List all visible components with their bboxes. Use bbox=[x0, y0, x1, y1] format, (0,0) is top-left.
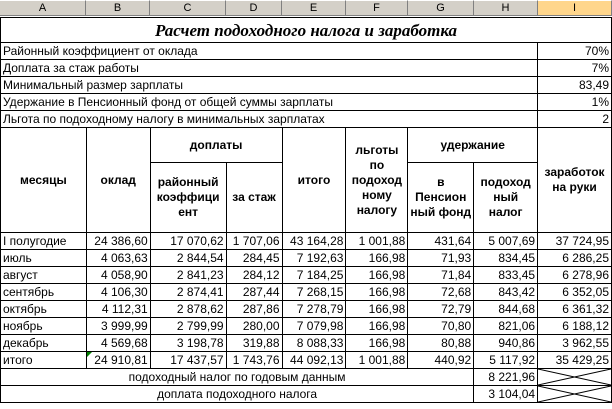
seniority-cell[interactable]: 287,86 bbox=[226, 301, 282, 318]
table-row bbox=[1, 335, 612, 352]
total-cell[interactable]: 8 088,33 bbox=[282, 335, 346, 352]
benefits-cell[interactable]: 166,98 bbox=[346, 335, 408, 352]
pension-cell[interactable]: 431,64 bbox=[408, 233, 474, 250]
benefits-cell[interactable]: 166,98 bbox=[346, 284, 408, 301]
pension-cell[interactable]: 71,84 bbox=[408, 267, 474, 284]
seniority-cell[interactable]: 287,44 bbox=[226, 284, 282, 301]
benefits-cell[interactable]: 166,98 bbox=[346, 301, 408, 318]
totals-regional-cell[interactable]: 17 437,57 bbox=[150, 352, 226, 369]
month-cell[interactable]: I полугодие bbox=[1, 233, 87, 250]
header-salary[interactable]: оклад bbox=[86, 128, 150, 233]
extra-tax-label[interactable]: доплата подоходного налога bbox=[1, 386, 474, 403]
total-cell[interactable]: 7 079,98 bbox=[282, 318, 346, 335]
totals-salary-value: 24 910,81 bbox=[94, 352, 148, 367]
regional-cell[interactable]: 2 878,62 bbox=[150, 301, 226, 318]
income-tax-cell[interactable]: 843,42 bbox=[474, 284, 538, 301]
total-cell[interactable]: 7 184,25 bbox=[282, 267, 346, 284]
income-tax-cell[interactable]: 844,68 bbox=[474, 301, 538, 318]
header-total[interactable]: итого bbox=[282, 128, 346, 233]
param-value[interactable]: 83,49 bbox=[538, 77, 612, 94]
param-value[interactable]: 70% bbox=[538, 43, 612, 60]
income-tax-cell[interactable]: 821,06 bbox=[474, 318, 538, 335]
param-value[interactable]: 7% bbox=[538, 60, 612, 77]
totals-total-cell[interactable]: 44 092,13 bbox=[282, 352, 346, 369]
crossed-empty-cell[interactable] bbox=[538, 369, 612, 386]
header-benefits[interactable]: льготы по подоход ному налогу bbox=[346, 128, 408, 233]
table-row bbox=[1, 318, 612, 335]
totals-take-home-cell[interactable] bbox=[538, 352, 612, 369]
salary-cell[interactable]: 4 112,31 bbox=[86, 301, 150, 318]
income-tax-cell[interactable]: 834,45 bbox=[474, 250, 538, 267]
table-row bbox=[1, 284, 612, 301]
salary-cell[interactable]: 4 063,63 bbox=[86, 250, 150, 267]
pension-cell[interactable]: 80,88 bbox=[408, 335, 474, 352]
salary-cell[interactable]: 4 106,30 bbox=[86, 284, 150, 301]
table-row bbox=[1, 301, 612, 318]
take-home-cell[interactable]: 6 278,96 bbox=[538, 267, 612, 284]
take-home-cell[interactable]: 6 286,25 bbox=[538, 250, 612, 267]
totals-income-tax-cell[interactable]: 5 117,92 bbox=[474, 352, 538, 369]
benefits-cell[interactable]: 166,98 bbox=[346, 250, 408, 267]
tax-table bbox=[0, 17, 612, 403]
param-row bbox=[1, 77, 612, 94]
take-home-cell[interactable]: 6 188,12 bbox=[538, 318, 612, 335]
table-row bbox=[1, 250, 612, 267]
column-header-a[interactable]: A bbox=[0, 0, 86, 16]
table-row bbox=[1, 267, 612, 284]
total-cell[interactable]: 7 192,63 bbox=[282, 250, 346, 267]
column-header-i[interactable]: I bbox=[538, 0, 612, 16]
total-cell[interactable]: 43 164,28 bbox=[282, 233, 346, 250]
pension-cell[interactable]: 72,68 bbox=[408, 284, 474, 301]
column-header-d[interactable]: D bbox=[226, 0, 282, 16]
spreadsheet-grid bbox=[0, 17, 612, 403]
param-value[interactable]: 2 bbox=[538, 111, 612, 128]
month-cell[interactable]: июль bbox=[1, 250, 87, 267]
header-pension[interactable]: в Пенсион ный фонд bbox=[408, 163, 474, 233]
param-row bbox=[1, 60, 612, 77]
regional-cell[interactable]: 2 799,99 bbox=[150, 318, 226, 335]
regional-cell[interactable]: 2 841,23 bbox=[150, 267, 226, 284]
seniority-cell[interactable]: 1 707,06 bbox=[226, 233, 282, 250]
seniority-cell[interactable]: 319,88 bbox=[226, 335, 282, 352]
header-regional[interactable]: районный коэффици ент bbox=[150, 163, 226, 233]
totals-pension-cell[interactable]: 440,92 bbox=[408, 352, 474, 369]
crossed-empty-cell[interactable] bbox=[538, 386, 612, 403]
param-row bbox=[1, 111, 612, 128]
cell-comment-marker bbox=[87, 352, 92, 357]
salary-cell[interactable]: 3 999,99 bbox=[86, 318, 150, 335]
totals-row bbox=[1, 352, 612, 369]
seniority-cell[interactable]: 284,12 bbox=[226, 267, 282, 284]
annual-tax-row bbox=[1, 369, 612, 386]
column-header-h[interactable]: H bbox=[474, 0, 538, 16]
month-cell[interactable]: сентябрь bbox=[1, 284, 87, 301]
header-seniority[interactable]: за стаж bbox=[226, 163, 282, 233]
extra-tax-value[interactable]: 3 104,04 bbox=[474, 386, 538, 403]
cross-lines bbox=[538, 369, 611, 385]
total-cell[interactable]: 7 268,15 bbox=[282, 284, 346, 301]
column-header-bar bbox=[0, 0, 612, 17]
benefits-cell[interactable]: 166,98 bbox=[346, 318, 408, 335]
take-home-cell[interactable]: 3 962,55 bbox=[538, 335, 612, 352]
month-cell[interactable]: ноябрь bbox=[1, 318, 87, 335]
header-additions[interactable]: доплаты bbox=[150, 128, 282, 163]
param-label[interactable]: Доплата за стаж работы bbox=[1, 60, 538, 77]
month-cell[interactable]: октябрь bbox=[1, 301, 87, 318]
take-home-cell[interactable]: 6 352,05 bbox=[538, 284, 612, 301]
totals-salary-cell[interactable] bbox=[86, 352, 150, 369]
param-row bbox=[1, 43, 612, 60]
income-tax-cell[interactable]: 940,86 bbox=[474, 335, 538, 352]
header-income-tax[interactable]: подоход ный налог bbox=[474, 163, 538, 233]
column-header-c[interactable]: C bbox=[150, 0, 226, 16]
annual-tax-value[interactable]: 8 221,96 bbox=[474, 369, 538, 386]
income-tax-cell[interactable]: 5 007,69 bbox=[474, 233, 538, 250]
regional-cell[interactable]: 3 198,78 bbox=[150, 335, 226, 352]
annual-tax-label[interactable]: подоходный налог по годовым данным bbox=[1, 369, 474, 386]
column-header-b[interactable]: B bbox=[86, 0, 150, 16]
salary-cell[interactable]: 24 386,60 bbox=[86, 233, 150, 250]
extra-tax-row bbox=[1, 386, 612, 403]
param-label[interactable]: Удержание в Пенсионный фонд от общей суммы зарплаты bbox=[1, 94, 538, 111]
total-cell[interactable]: 7 278,79 bbox=[282, 301, 346, 318]
regional-cell[interactable]: 2 844,54 bbox=[150, 250, 226, 267]
param-label[interactable]: Минимальный размер зарплаты bbox=[1, 77, 538, 94]
regional-cell[interactable]: 17 070,62 bbox=[150, 233, 226, 250]
take-home-cell[interactable]: 37 724,95 bbox=[538, 233, 612, 250]
seniority-cell[interactable]: 284,45 bbox=[226, 250, 282, 267]
regional-cell[interactable]: 2 874,41 bbox=[150, 284, 226, 301]
header-deductions[interactable]: удержание bbox=[408, 128, 538, 163]
column-header-e[interactable]: E bbox=[282, 0, 346, 16]
totals-take-home-value: 35 429,25 bbox=[555, 352, 609, 367]
header-take-home[interactable]: заработок на руки bbox=[538, 128, 612, 233]
sheet-title[interactable]: Расчет подоходного налога и заработка bbox=[1, 18, 612, 43]
salary-cell[interactable]: 4 569,68 bbox=[86, 335, 150, 352]
column-header-g[interactable]: G bbox=[408, 0, 474, 16]
seniority-cell[interactable]: 280,00 bbox=[226, 318, 282, 335]
header-months[interactable]: месяцы bbox=[1, 128, 87, 233]
take-home-cell[interactable]: 6 361,32 bbox=[538, 301, 612, 318]
cross-lines bbox=[538, 386, 611, 402]
income-tax-cell[interactable]: 833,45 bbox=[474, 267, 538, 284]
column-header-f[interactable]: F bbox=[346, 0, 408, 16]
param-label[interactable]: Льгота по подоходному налогу в минимальных зарплатах bbox=[1, 111, 538, 128]
month-cell[interactable]: декабрь bbox=[1, 335, 87, 352]
salary-cell[interactable]: 4 058,90 bbox=[86, 267, 150, 284]
month-cell[interactable]: август bbox=[1, 267, 87, 284]
param-row bbox=[1, 94, 612, 111]
param-label[interactable]: Районный коэффициент от оклада bbox=[1, 43, 538, 60]
benefits-cell[interactable]: 1 001,88 bbox=[346, 233, 408, 250]
param-value[interactable]: 1% bbox=[538, 94, 612, 111]
pension-cell[interactable]: 70,80 bbox=[408, 318, 474, 335]
totals-label[interactable]: итого bbox=[1, 352, 87, 369]
pension-cell[interactable]: 72,79 bbox=[408, 301, 474, 318]
totals-seniority-cell[interactable]: 1 743,76 bbox=[226, 352, 282, 369]
table-row bbox=[1, 233, 612, 250]
pension-cell[interactable]: 71,93 bbox=[408, 250, 474, 267]
totals-benefits-cell[interactable]: 1 001,88 bbox=[346, 352, 408, 369]
benefits-cell[interactable]: 166,98 bbox=[346, 267, 408, 284]
